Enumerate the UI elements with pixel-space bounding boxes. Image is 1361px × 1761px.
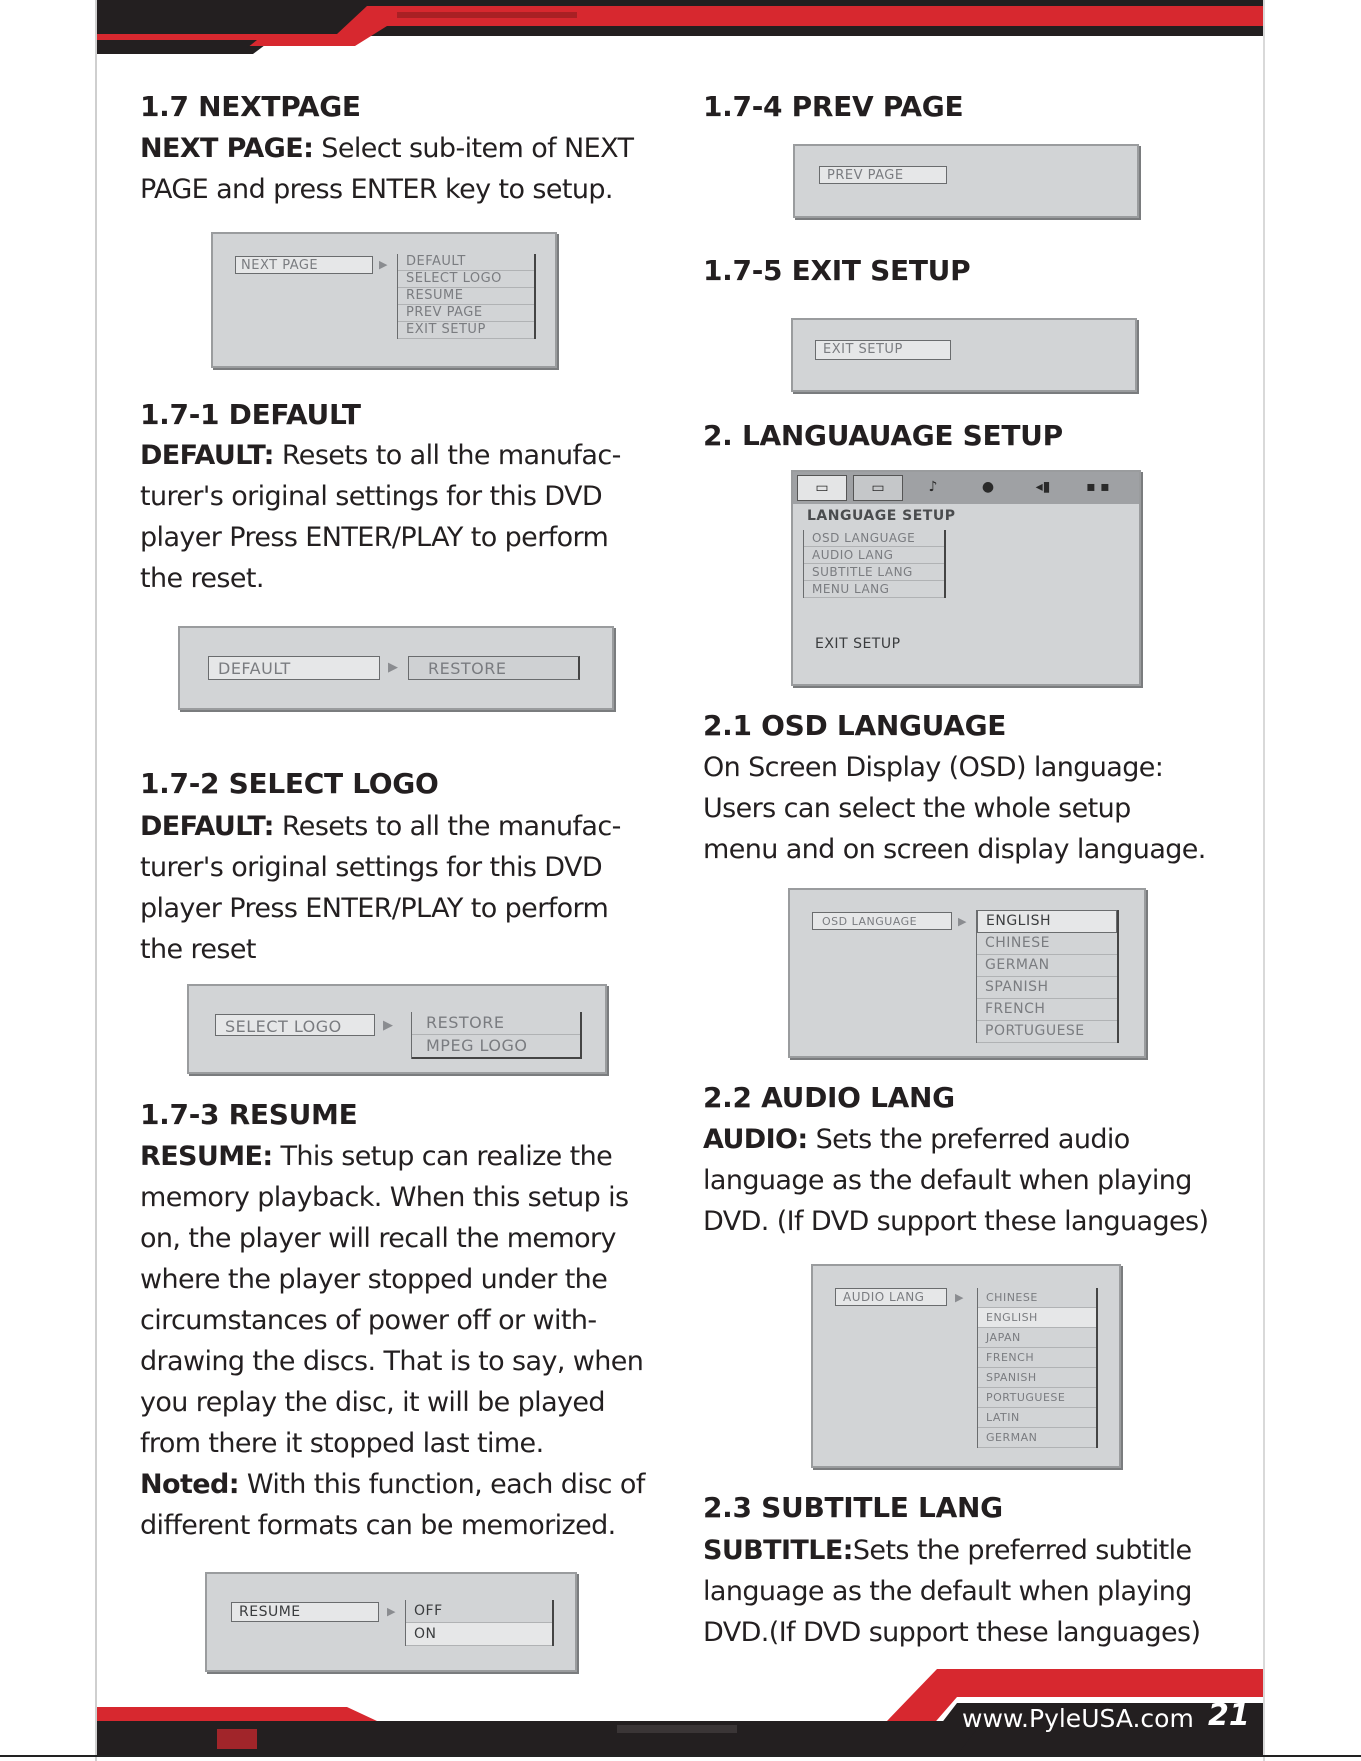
menu-option: MENU LANG (804, 581, 944, 598)
page-left-edge (95, 0, 97, 1761)
heading-1-7-2: 1.7-2 SELECT LOGO (140, 767, 439, 800)
menu-option: EXIT SETUP (398, 322, 534, 339)
heading-1-7-3: 1.7-3 RESUME (140, 1098, 358, 1131)
menu-left-label: AUDIO LANG (843, 1290, 925, 1304)
right-arrow-icon: ▶ (388, 660, 398, 675)
heading-1-7-4: 1.7-4 PREV PAGE (703, 90, 964, 123)
heading-1-7-5: 1.7-5 EXIT SETUP (703, 254, 971, 287)
default-menu-screenshot (178, 626, 614, 710)
term-noted: Noted: (140, 1469, 239, 1500)
right-arrow-icon: ▶ (387, 1605, 396, 1618)
menu-option: ON (406, 1623, 552, 1646)
menu-tab-bar (793, 472, 1139, 504)
heading-2-1: 2.1 OSD LANGUAGE (703, 709, 1007, 742)
right-arrow-icon: ▶ (383, 1018, 393, 1033)
menu-option: CHINESE (977, 933, 1117, 955)
paragraph-1-7-3: RESUME: This setup can realize the memory playback. When this setup is on, the player will recall the memory where the player stopped under the circumstances of power off or with- drawing the discs. That is to say, when you replay the disc, it will be played from there it stopped last time. Noted: With this function, each disc of different formats can be memorized. (140, 1141, 645, 1541)
heading-2-3: 2.3 SUBTITLE LANG (703, 1491, 1003, 1524)
music-note-tab-icon: ♪ (928, 479, 938, 495)
menu-option: RESUME (398, 288, 534, 305)
select-logo-menu-screenshot (187, 984, 607, 1074)
menu-option: RESTORE (412, 1012, 580, 1035)
menu-exit-label: EXIT SETUP (815, 636, 901, 652)
menu-left-label: DEFAULT (218, 659, 291, 678)
menu-option: FRENCH (977, 999, 1117, 1021)
term-next-page: NEXT PAGE: (140, 133, 314, 164)
right-arrow-icon: ▶ (955, 1291, 964, 1304)
heading-1-7: 1.7 NEXTPAGE (140, 90, 361, 123)
footer-url[interactable]: www.PyleUSA.com (962, 1704, 1194, 1733)
menu-option: ENGLISH (977, 910, 1117, 933)
menu-option: CHINESE (978, 1288, 1096, 1308)
paragraph-1-7-1: DEFAULT: Resets to all the manufac- turer's original settings for this DVD player Press ENTER/PLAY to perform the reset. (140, 440, 621, 594)
exit-setup-menu-screenshot (791, 318, 1137, 392)
menu-option: SPANISH (978, 1368, 1096, 1388)
header-band (97, 0, 1263, 58)
menu-option: PORTUGUESE (977, 1021, 1117, 1043)
menu-option: SPANISH (977, 977, 1117, 999)
menu-option: MPEG LOGO (412, 1035, 580, 1059)
menu-option: SUBTITLE LANG (804, 564, 944, 581)
display-tab-icon: ▭ (853, 475, 903, 501)
right-arrow-icon: ▶ (379, 258, 388, 271)
paragraph-1-7: NEXT PAGE: Select sub-item of NEXT PAGE and press ENTER key to setup. (140, 133, 634, 205)
menu-left-label: NEXT PAGE (241, 258, 319, 273)
menu-option: LATIN (978, 1408, 1096, 1428)
menu-option: AUDIO LANG (804, 547, 944, 564)
menu-left-label: RESUME (239, 1604, 301, 1620)
osd-language-menu-screenshot (788, 888, 1146, 1058)
menu-options-list (976, 910, 1119, 1043)
menu-options-list (405, 1600, 554, 1646)
menu-option: JAPAN (978, 1328, 1096, 1348)
paragraph-2-2: AUDIO: Sets the preferred audio language as the default when playing DVD. (If DVD support these languages) (703, 1124, 1209, 1237)
paragraph-2-3: SUBTITLE:Sets the preferred subtitle language as the default when playing DVD.(If DVD support these languages) (703, 1535, 1201, 1648)
page-number: 21 (1208, 1698, 1250, 1733)
resume-menu-screenshot (205, 1572, 577, 1672)
menu-option: FRENCH (978, 1348, 1096, 1368)
menu-option: ENGLISH (978, 1308, 1096, 1328)
menu-left-label: SELECT LOGO (225, 1017, 342, 1036)
term-audio: AUDIO: (703, 1124, 808, 1155)
speaker-tab-icon: ◂▮ (1035, 479, 1051, 495)
menu-options-list (977, 1288, 1098, 1448)
term-subtitle: SUBTITLE: (703, 1535, 853, 1566)
heading-2: 2. LANGUAUAGE SETUP (703, 419, 1063, 452)
disc-tab-icon: ● (981, 479, 995, 495)
dots-tab-icon: ▪ ▪ (1086, 479, 1110, 495)
next-page-menu-screenshot (211, 232, 557, 368)
page-bottom-edge (0, 1755, 1361, 1757)
menu-option: OFF (406, 1600, 552, 1623)
menu-left-label: EXIT SETUP (823, 342, 903, 357)
menu-option: GERMAN (977, 955, 1117, 977)
general-tab-icon: ▭ (797, 475, 847, 501)
audio-lang-menu-screenshot (811, 1264, 1121, 1468)
menu-title: LANGUAGE SETUP (807, 508, 956, 524)
menu-option: OSD LANGUAGE (804, 530, 944, 547)
menu-option: DEFAULT (398, 254, 534, 271)
menu-options-list (803, 530, 946, 598)
heading-2-2: 2.2 AUDIO LANG (703, 1081, 955, 1114)
paragraph-2-1: On Screen Display (OSD) language: Users can select the whole setup menu and on screen display language. (703, 752, 1206, 865)
page-right-edge (1263, 0, 1265, 1761)
menu-option: SELECT LOGO (398, 271, 534, 288)
prev-page-menu-screenshot (793, 144, 1139, 218)
menu-option: PORTUGUESE (978, 1388, 1096, 1408)
menu-right-label: RESTORE (428, 659, 507, 678)
right-arrow-icon: ▶ (958, 915, 967, 928)
menu-options-list (397, 254, 536, 339)
language-setup-menu-screenshot (791, 470, 1141, 686)
paragraph-1-7-2: DEFAULT: Resets to all the manufac- turer's original settings for this DVD player Press ENTER/PLAY to perform the reset (140, 811, 621, 965)
menu-left-label: PREV PAGE (827, 168, 904, 183)
menu-left-label: OSD LANGUAGE (822, 915, 918, 928)
menu-option: PREV PAGE (398, 305, 534, 322)
menu-option: GERMAN (978, 1428, 1096, 1448)
menu-options-list (411, 1012, 582, 1059)
heading-1-7-1: 1.7-1 DEFAULT (140, 398, 361, 431)
